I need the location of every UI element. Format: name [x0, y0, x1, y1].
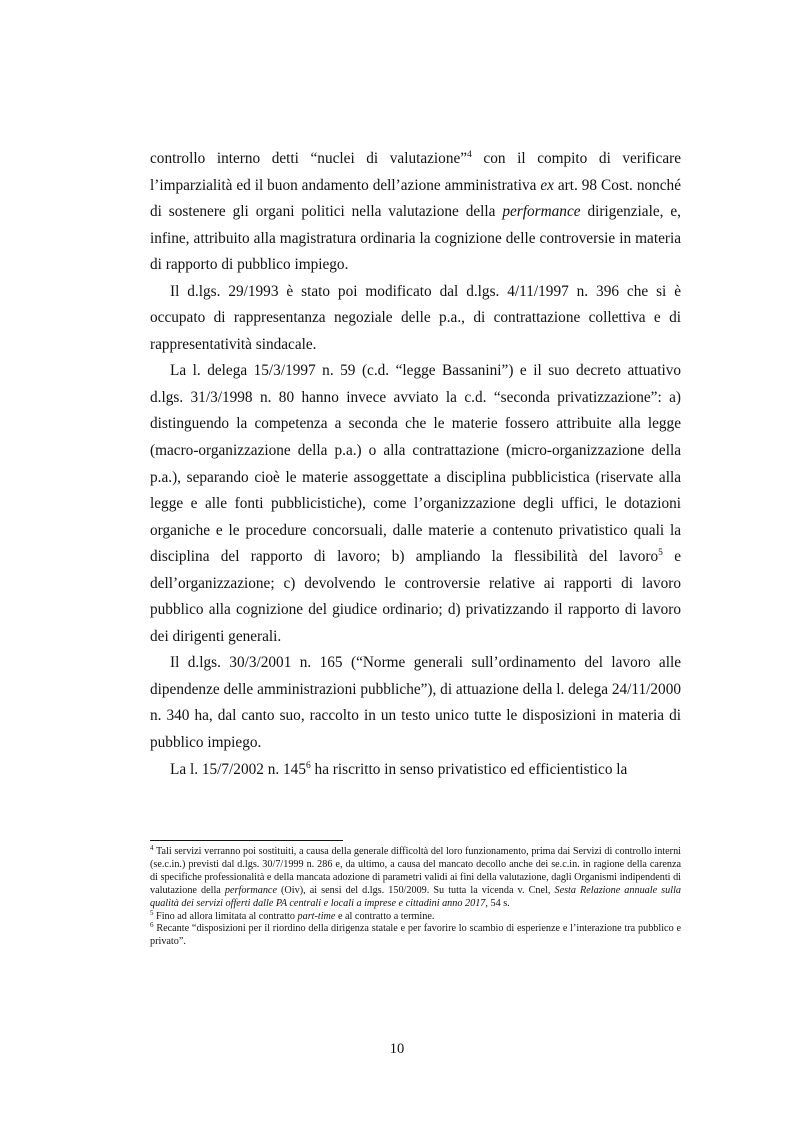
main-text	[150, 146, 681, 783]
footnote-ref-6[interactable]: 6	[305, 760, 311, 771]
paragraph-text: ha riscritto in senso privatistico ed efficientistico la	[310, 760, 628, 778]
italic-term: performance	[224, 884, 277, 896]
paragraph-2: Il d.lgs. 29/1993 è stato poi modificato dal d.lgs. 4/11/1997 n. 396 che si è occupato di rappresentanza negoziale delle p.a., di contrattazione collettiva e di rappresentatività sindacale.	[150, 282, 681, 353]
paragraph-1	[150, 146, 681, 279]
paragraph-5	[150, 757, 681, 784]
paragraph-4: Il d.lgs. 30/3/2001 n. 165 (“Norme generali sull’ordinamento del lavoro alle dipendenze delle amministrazioni pubbliche”), di attuazione della l. delega 24/11/2000 n. 340 ha, dal canto suo, raccolto in un testo unico tutte le disposizioni in materia di pubblico impiego.	[150, 654, 681, 752]
paragraph-text: La l. delega 15/3/1997 n. 59 (c.d. “legge Bassanini”) e il suo decreto attuativo d.lgs. 31/3/1998 n. 80 hanno invece avviato la c.d. “seconda privatizzazione”: a) distinguendo la competenza a seconda che le materie fossero attribuite alla legge (macro-organizzazione della p.a.) o alla contrattazione (micro-organizzazione della p.a.), separando cioè le materie assoggettate a disciplina pubblicistica (riservate alla legge e alle fonti pubblicistiche), come l’organizzazione degli uffici, le dotazioni organiche e le procedure concorsuali, dalle materie a contenuto privatistico quali la disciplina del rapporto di lavoro; b) ampliando la flessibilità del lavoro	[150, 362, 681, 566]
paragraph-text: art. 98 Cost. nonché di sostenere gli organi politici nella valutazione della	[150, 176, 681, 221]
footnote-number: 5	[150, 908, 154, 917]
italic-term: part-time	[297, 910, 336, 922]
footnote-4	[150, 846, 681, 911]
footnote-number: 6	[150, 921, 154, 930]
footnote-text: e al contratto a termine.	[335, 910, 435, 922]
paragraph-text: con il compito di verificare l’imparzialità ed il buon andamento dell’azione amministrativa	[150, 150, 681, 194]
footnotes	[150, 846, 681, 949]
footnote-text: Recante “disposizioni per il riordino della dirigenza statale e per favorire lo scambio di esperienze e l’interazione tra pubblico e privato”.	[150, 923, 681, 948]
footnote-6	[150, 923, 681, 949]
footnote-separator	[150, 840, 343, 841]
italic-term: ex	[540, 176, 554, 194]
paragraph-text: La l. 15/7/2002 n. 145	[170, 760, 306, 778]
paragraph-text: e dell’organizzazione; c) devolvendo le controversie relative ai rapporti di lavoro pubblico alla cognizione del giudice ordinario; d) privatizzando il rapporto di lavoro dei dirigenti generali.	[150, 548, 681, 645]
italic-title: Sesta Relazione annuale sulla qualità dei servizi offerti dalle PA centrali e locali a imprese e cittadini anno 2017	[150, 884, 681, 909]
footnote-text: Fino ad allora limitata al contratto	[153, 910, 298, 922]
paragraph-text: controllo interno detti “nuclei di valutazione”	[150, 150, 468, 167]
footnote-5	[150, 908, 681, 924]
footnote-ref-4[interactable]: 4	[467, 150, 472, 160]
page-number: 10	[389, 1041, 405, 1057]
footnote-text: , 54 s.	[485, 897, 510, 909]
paragraph-text: dirigenziale, e, infine, attribuito alla magistratura ordinaria la cognizione delle controversie in materia di rapporto di pubblico impiego.	[150, 203, 681, 274]
footnote-text: Tali servizi verranno poi sostituiti, a causa della generale difficoltà del loro funzionamento, prima dai Servizi di controllo interni (se.c.in.) previsti dal d.lgs. 30/7/1999 n. 286 e, da ultimo, a causa del mancato decollo anche dei se.c.in. in ragione della carenza di specifiche professionalità e della mancata adozione di parametri validi ai fini della valutazione, dagli Organismi indipendenti di valutazione della	[150, 846, 681, 896]
footnote-number: 4	[150, 844, 154, 852]
paragraph-3	[150, 358, 681, 650]
italic-term: performance	[502, 203, 581, 221]
footnote-text: (Oiv), ai sensi del d.lgs. 150/2009. Su tutta la vicenda v. Cnel,	[276, 884, 555, 896]
footnote-ref-5[interactable]: 5	[658, 548, 663, 559]
